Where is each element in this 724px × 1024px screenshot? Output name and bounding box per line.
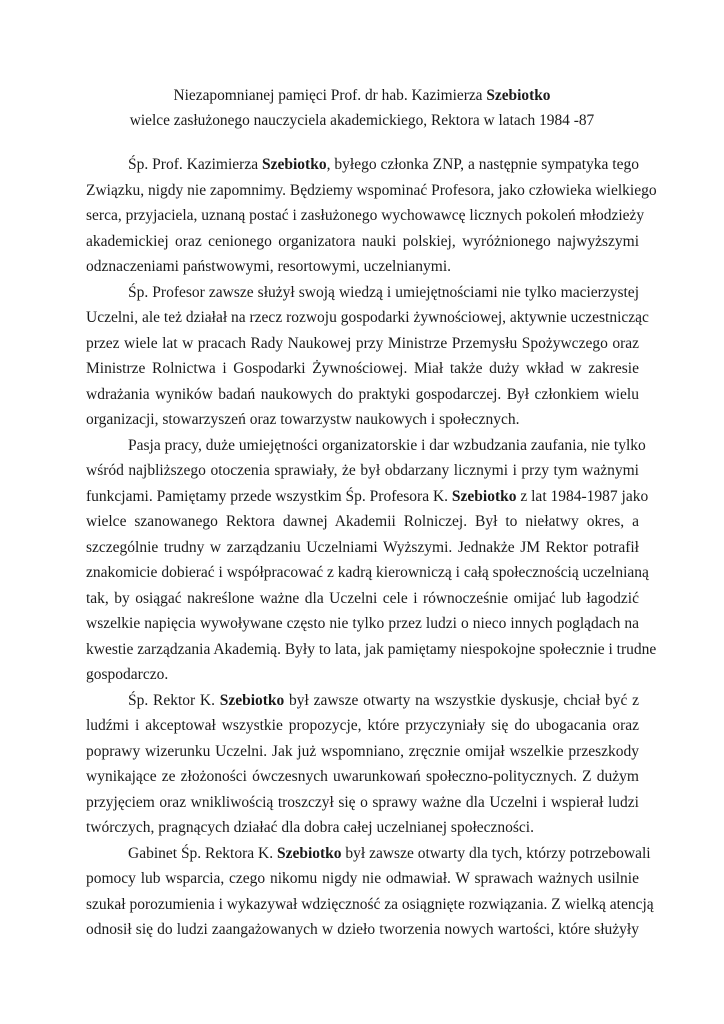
text-run: Uczelni, ale też działał na rzecz rozwoju gospodarki żywnościowej, aktywnie uczestnicząc: [86, 309, 649, 326]
text-run: Śp. Prof. Kazimierza: [128, 156, 262, 173]
text-line: [86, 484, 649, 510]
text-line: [86, 637, 657, 663]
text-run: Pasja pracy, duże umiejętności organizatorskie i dar wzbudzania zaufania, nie tylko: [128, 436, 646, 454]
text-run: Niezapomnianej pamięci Prof. dr hab. Kazimierza: [173, 87, 487, 104]
text-line: [86, 586, 639, 612]
text-run: Ministrze Rolnictwa i Gospodarki Żywnościowej. Miał także duży wkład w zakresie: [86, 360, 639, 377]
text-line: [86, 841, 651, 867]
text-run: wielce zasłużonego nauczyciela akademickiego, Rektora w latach 1984 -87: [129, 112, 595, 129]
text-run: przez wiele lat w pracach Rady Naukowej przy Ministrze Przemysłu Spożywczego oraz: [86, 334, 639, 352]
text-run: Śp. Profesor zawsze służył swoją wiedzą i umiejętnościami nie tylko macierzystej: [128, 283, 639, 301]
text-run: wszelkie napięcia wywoływane często nie tylko przez ludzi o nieco innych poglądach na: [86, 615, 639, 632]
paragraph-1: [86, 152, 657, 280]
text-run: był zawsze otwarty dla tych, którzy potrzebowali: [341, 844, 651, 862]
paragraph-4: [86, 688, 639, 841]
text-run: przyjęciem oraz wnikliwością troszczył się o sprawy ważne dla Uczelni i wspierał ludzi: [86, 793, 639, 811]
text-run: kwestie zarządzania Akademią. Były to lata, jak pamiętamy niespokojne społecznie i trudne: [86, 640, 657, 658]
text-run: pomocy lub wsparcia, czego nikomu nigdy nie odmawiał. W sprawach ważnych usilnie: [86, 870, 639, 887]
text-line: [86, 713, 639, 739]
text-run: wynikające ze złożoności ówczesnych uwarunkowań społeczno-politycznych. Z dużym: [86, 768, 639, 785]
text-run: akademickiej oraz cenionego organizatora nauki polskiej, wyróżnionego najwyższymi: [86, 232, 639, 250]
text-line: [86, 739, 639, 765]
text-line: [86, 688, 639, 714]
text-line: [86, 866, 639, 892]
text-line: [86, 458, 639, 484]
text-run: gospodarczo.: [86, 666, 169, 683]
text-run: szczególnie trudny w zarządzaniu Uczelniami Wyższymi. Jednakże JM Rektor potrafił: [86, 538, 639, 556]
paragraph-5: [86, 841, 654, 943]
text-line: [86, 407, 639, 433]
text-line: [86, 305, 649, 331]
text-run: twórczych, pragnących działać dla dobra całej uczelnianej społeczności.: [86, 819, 534, 836]
emphasized-name: Szebiotko: [486, 87, 551, 104]
text-line: [86, 331, 639, 357]
paragraph-2: [86, 280, 649, 433]
text-run: Śp. Rektor K.: [128, 691, 220, 709]
text-line: [86, 611, 639, 637]
text-line: [86, 815, 639, 841]
text-run: był zawsze otwarty na wszystkie dyskusje, chciał być z: [284, 691, 640, 709]
text-run: Związku, nigdy nie zapomnimy. Będziemy wspominać Profesora, jako człowieka wielkiego: [86, 181, 657, 199]
text-line: [86, 178, 657, 204]
text-line: [86, 203, 645, 229]
text-line: [86, 152, 639, 178]
text-run: serca, przyjaciela, uznaną postać i zasłużonego wychowawcę licznych pokoleń młodzieży: [86, 207, 645, 224]
emphasized-name: Szebiotko: [219, 691, 285, 709]
text-line: [86, 280, 639, 306]
text-line: [86, 433, 646, 459]
text-run: wdrażania wyników badań naukowych do praktyki gospodarczej. Był członkiem wielu: [86, 385, 639, 403]
emphasized-name: Szebiotko: [451, 487, 517, 505]
text-line: [86, 764, 639, 790]
emphasized-name: Szebiotko: [262, 156, 327, 173]
text-line: [86, 356, 639, 382]
text-line: [86, 254, 639, 280]
text-run: wielce szanowanego Rektora dawnej Akademii Rolniczej. Był to niełatwy okres, a: [86, 513, 639, 530]
text-run: poprawy wizerunku Uczelni. Jak już wspomniano, zręcznie omijał wszelkie przeszkody: [86, 742, 639, 760]
text-run: funkcjami. Pamiętamy przede wszystkim Śp. Profesora K.: [86, 487, 452, 505]
text-line: [86, 560, 649, 586]
document-title-line-1: [0, 84, 724, 108]
text-line: [86, 892, 654, 918]
text-run: Gabinet Śp. Rektora K.: [128, 844, 277, 862]
text-run: odznaczeniami państwowymi, resortowymi, uczelnianymi.: [86, 258, 452, 275]
text-run: tak, by osiągać nakreślone ważne dla Uczelni cele i równocześnie omijać lub łagodzić: [86, 589, 639, 607]
text-run: organizacji, stowarzyszeń oraz towarzystw naukowych i społecznych.: [86, 411, 520, 428]
text-line: [86, 790, 639, 816]
text-line: [86, 662, 639, 688]
text-run: znakomicie dobierać i współpracować z kadrą kierowniczą i całą społecznością uczelnianą: [86, 564, 649, 581]
text-run: ludźmi i akceptował wszystkie propozycje, które przyczyniały się do ubogacania oraz: [86, 717, 639, 734]
paragraph-3: [86, 433, 657, 688]
text-run: z lat 1984-1987 jako: [516, 487, 649, 505]
text-line: [86, 535, 639, 561]
text-run: szukał porozumienia i wykazywał wdzięczność za osiągnięte rozwiązania. Z wielką atencją: [86, 895, 654, 913]
text-run: wśród najbliższego otoczenia sprawiały, że był obdarzany licznymi i przy tym ważnymi: [86, 462, 639, 479]
text-line: [86, 917, 639, 943]
document-title-line-2: [0, 109, 724, 133]
emphasized-name: Szebiotko: [276, 844, 342, 862]
text-run: odnosił się do ludzi zaangażowanych w dzieło tworzenia nowych wartości, które służyły: [86, 921, 639, 938]
text-line: [86, 229, 639, 255]
document-body: [86, 152, 657, 943]
text-run: , byłego członka ZNP, a następnie sympatyka tego: [326, 156, 639, 173]
text-line: [86, 382, 639, 408]
text-line: [86, 509, 639, 535]
